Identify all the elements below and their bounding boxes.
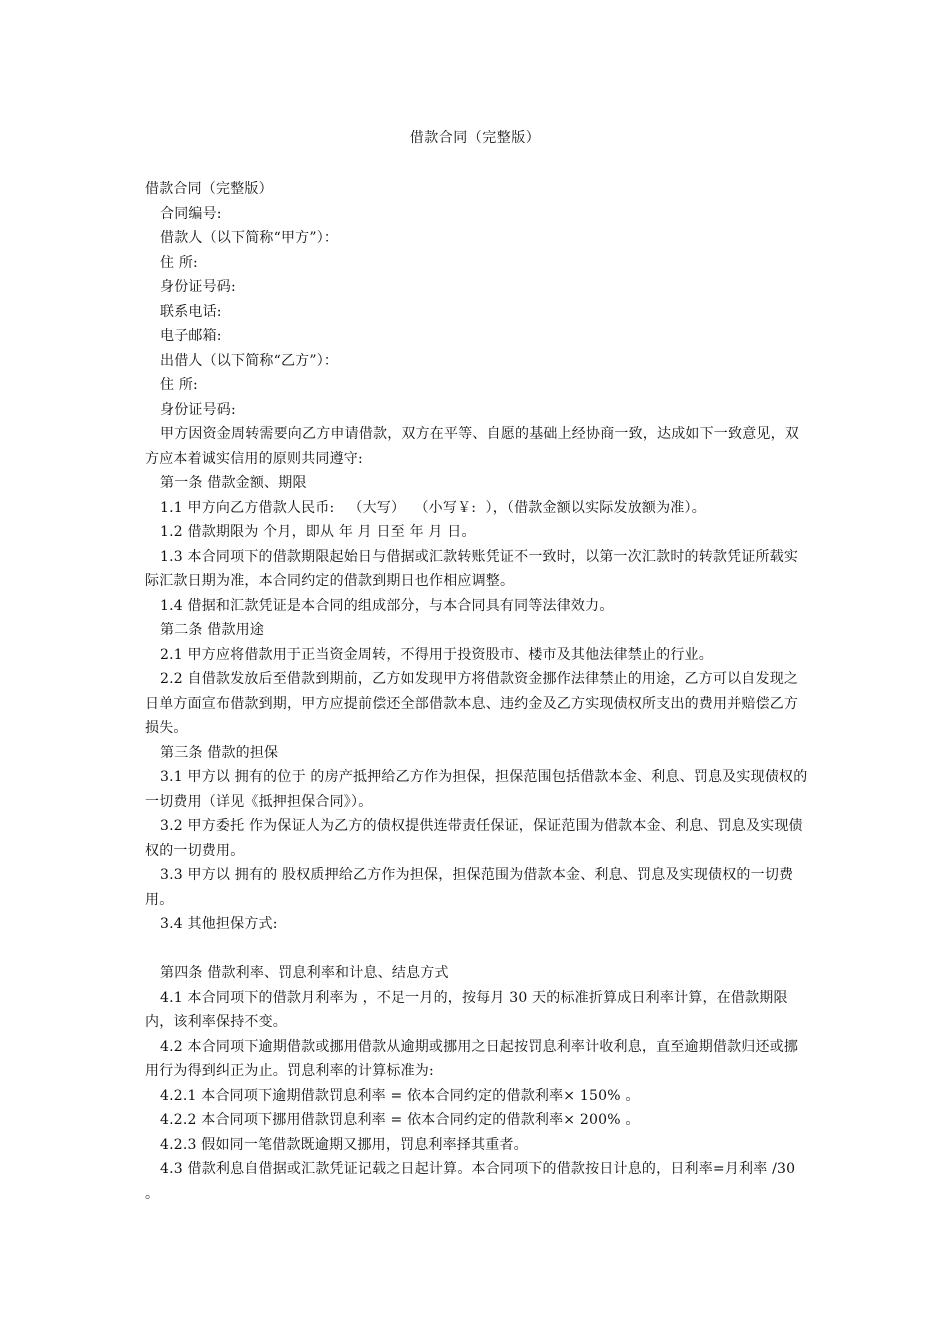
page-title: 借款合同（完整版） — [409, 130, 541, 146]
clause-1-4: 1.4 借据和汇款凭证是本合同的组成部分，与本合同具有同等法律效力。 — [160, 597, 614, 614]
field-borrower-phone: 联系电话: — [160, 303, 222, 320]
document-heading: 借款合同（完整版） — [145, 181, 273, 197]
field-borrower-id: 身份证号码: — [160, 279, 236, 295]
document-body — [145, 177, 810, 1206]
field-borrower: 借款人（以下简称“甲方”）： — [160, 230, 339, 246]
clause-1-2: 1.2 借款期限为 个月，即从 年 月 日至 年 月 日。 — [160, 524, 476, 540]
article-4-heading: 第四条 借款利率、罚息利率和计息、结息方式 — [160, 965, 449, 981]
field-lender-address: 住 所: — [160, 377, 198, 393]
blank-line — [145, 937, 810, 962]
article-2-heading: 第二条 借款用途 — [160, 622, 265, 638]
field-contract-number: 合同编号: — [160, 205, 222, 222]
clause-2-1: 2.1 甲方应将借款用于正当资金周转，不得用于投资股市、楼市及其他法律禁止的行业。 — [160, 646, 713, 663]
clause-4-2-1: 4.2.1 本合同项下逾期借款罚息利率 = 依本合同约定的借款利率× 150% 。 — [160, 1087, 640, 1104]
article-3-heading: 第三条 借款的担保 — [160, 744, 279, 761]
clause-3-4: 3.4 其他担保方式: — [160, 916, 278, 932]
field-borrower-email: 电子邮箱: — [160, 328, 222, 344]
field-lender: 出借人（以下简称“乙方”）： — [160, 352, 339, 369]
clause-3-3: 3.3 甲方以 拥有的 股权质押给乙方作为担保，担保范围为借款本金、利息、罚息及实现债权的一切费用。 — [145, 867, 794, 908]
clause-1-1: 1.1 甲方向乙方借款人民币: （大写） （小写￥: ），（借款金额以实际发放额为准）。 — [160, 499, 706, 516]
clause-4-1: 4.1 本合同项下的借款月利率为 ，不足一月的，按每月 30 天的标准折算成日利率计算，在借款期限内，该利率保持不变。 — [145, 989, 788, 1030]
clause-4-2-3: 4.2.3 假如同一笔借款既逾期又挪用，罚息利率择其重者。 — [160, 1136, 528, 1153]
clause-4-3: 4.3 借款利息自借据或汇款凭证记载之日起计算。本合同项下的借款按日计息的，日利率=月利率 /30 。 — [145, 1161, 800, 1202]
clause-3-2: 3.2 甲方委托 作为保证人为乙方的债权提供连带责任保证，保证范围为借款本金、利息、罚息及实现债权的一切费用。 — [145, 818, 803, 859]
preamble-paragraph: 甲方因资金周转需要向乙方申请借款，双方在平等、自愿的基础上经协商一致，达成如下一致意见，双方应本着诚实信用的原则共同遵守: — [145, 426, 799, 467]
clause-1-3: 1.3 本合同项下的借款期限起始日与借据或汇款转账凭证不一致时，以第一次汇款时的转款凭证所载实际汇款日期为准，本合同约定的借款到期日也作相应调整。 — [145, 548, 799, 589]
article-1-heading: 第一条 借款金额、期限 — [160, 475, 307, 491]
field-lender-id: 身份证号码: — [160, 401, 236, 418]
clause-4-2: 4.2 本合同项下逾期借款或挪用借款从逾期或挪用之日起按罚息利率计收利息，直至逾期借款归还或挪用行为得到纠正为止。罚息利率的计算标准为: — [145, 1038, 799, 1079]
clause-3-1: 3.1 甲方以 拥有的位于 的房产抵押给乙方作为担保，担保范围包括借款本金、利息、罚息及实现债权的一切费用（详见《抵押担保合同》）。 — [145, 769, 808, 810]
clause-2-2: 2.2 自借款发放后至借款到期前，乙方如发现甲方将借款资金挪作法律禁止的用途，乙方可以自发现之日单方面宣布借款到期，甲方应提前偿还全部借款本息、违约金及乙方实现债权所支出的费用并赔偿乙方损失。 — [145, 671, 799, 736]
clause-4-2-2: 4.2.2 本合同项下挪用借款罚息利率 = 依本合同约定的借款利率× 200% 。 — [160, 1112, 640, 1128]
field-borrower-address: 住 所: — [160, 254, 198, 271]
